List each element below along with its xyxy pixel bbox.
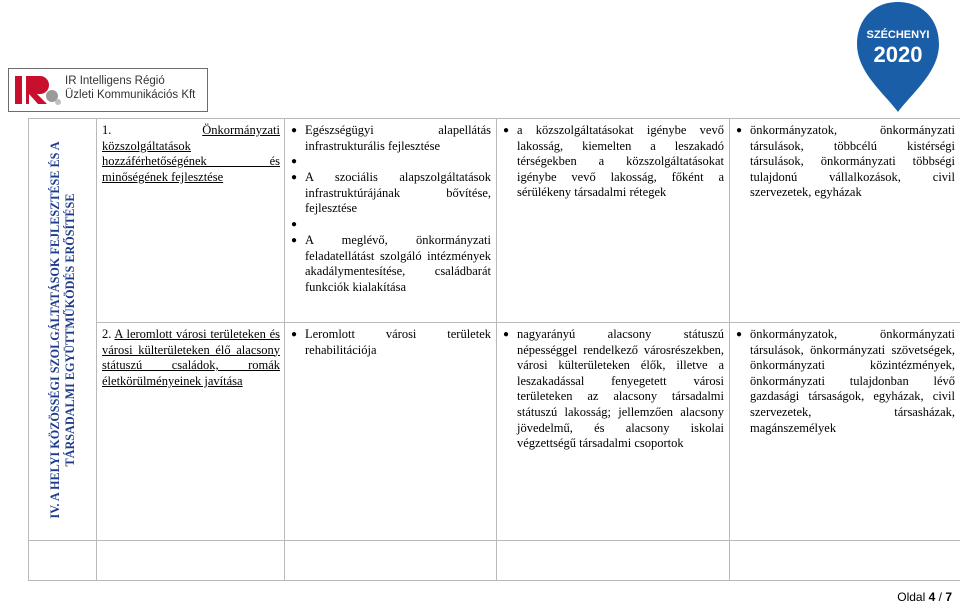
beneficiaries-cell — [730, 323, 960, 541]
target-group-text: ● nagyarányú alacsony státuszú népességgel rendelkező városrészekben, városi külterületeken élők, illetve a leszakadással fenyegetett városi területeken az alacsony társadalmi státuszú lakosság; jellemzően alacsony jövedelmű, és alacsony iskolai végzettségű társadalmi csoportok — [501, 327, 724, 452]
ir-logo-icon — [12, 72, 62, 108]
priority-table — [28, 118, 960, 580]
empty-cell — [497, 541, 730, 581]
target-group-text: ● a közszolgáltatásokat igénybe vevő lakosság, kiemelten a leszakadó térségekben a közszolgáltatásokat igénybe vevő lakosság, főként a sérülékeny társadalmi rétegek — [501, 123, 724, 201]
measures-cell — [285, 323, 497, 541]
measure-item: ● A szociális alapszolgáltatások infrastruktúrájának bővítése, fejlesztése — [289, 170, 491, 217]
priority-heading: IV. A HELYI KÖZÖSSÉGI SZOLGÁLTATÁSOK FEJLESZTÉSE ÉS A TÁRSADALMI EGYÜTTMŰKÖDÉS ERŐSÍTÉSE — [47, 140, 77, 519]
empty-cell — [285, 541, 497, 581]
measure-item: ● Egészségügyi alapellátás infrastrukturális fejlesztése — [289, 123, 491, 154]
priority-heading-cell — [29, 119, 97, 541]
empty-cell — [29, 541, 97, 581]
beneficiaries-text: ● önkormányzatok, önkormányzati társulások, önkormányzati szövetségek, önkormányzati közintézmények, önkormányzati tulajdonban lévő gazdasági társaságok, egyházak, civil szervezetek, társasházak, magánszemélyek — [734, 327, 955, 436]
page-separator: / — [938, 590, 942, 604]
page-number — [897, 590, 952, 604]
objective-cell — [97, 119, 285, 323]
measures-cell — [285, 119, 497, 323]
objective-number: 1. — [102, 123, 112, 137]
page-label: Oldal — [897, 590, 926, 604]
empty-cell — [730, 541, 960, 581]
szechenyi-2020-badge — [853, 0, 943, 114]
measure-item: ● A meglévő, önkormányzati feladatellátást szolgáló intézmények akadálymentesítése, családbarát funkciók kialakítása — [289, 233, 491, 295]
badge-year-text: 2020 — [873, 42, 923, 67]
badge-top-text: SZÉCHENYI — [866, 29, 930, 41]
logo-subtitle: Üzleti Kommunikációs Kft — [65, 89, 196, 101]
beneficiaries-text: ● önkormányzatok, önkormányzati társulások, többcélú kistérségi társulások, önkormányzati többségi tulajdonú vállalkozások, civil szervezetek, egyházak — [734, 123, 955, 201]
page-total: 7 — [945, 590, 952, 604]
target-group-cell — [497, 323, 730, 541]
objective-text: Önkormányzati közszolgáltatások hozzáférhetőségének és minőségének fejlesztése — [102, 123, 280, 184]
page-current: 4 — [928, 590, 936, 604]
logo-title: IR Intelligens Régió — [65, 75, 165, 87]
target-group-cell — [497, 119, 730, 323]
measures-list — [289, 123, 491, 295]
objective-number: 2. — [102, 327, 112, 341]
objective-text: A leromlott városi területeken és városi külterületeken élő alacsony státuszú családok, romák életkörülményeinek javítása — [102, 327, 280, 388]
ir-logo — [8, 68, 208, 112]
measure-item: ● Leromlott városi területek rehabilitációja — [289, 327, 491, 358]
beneficiaries-cell — [730, 119, 960, 323]
objective-cell — [97, 323, 285, 541]
empty-cell — [97, 541, 285, 581]
